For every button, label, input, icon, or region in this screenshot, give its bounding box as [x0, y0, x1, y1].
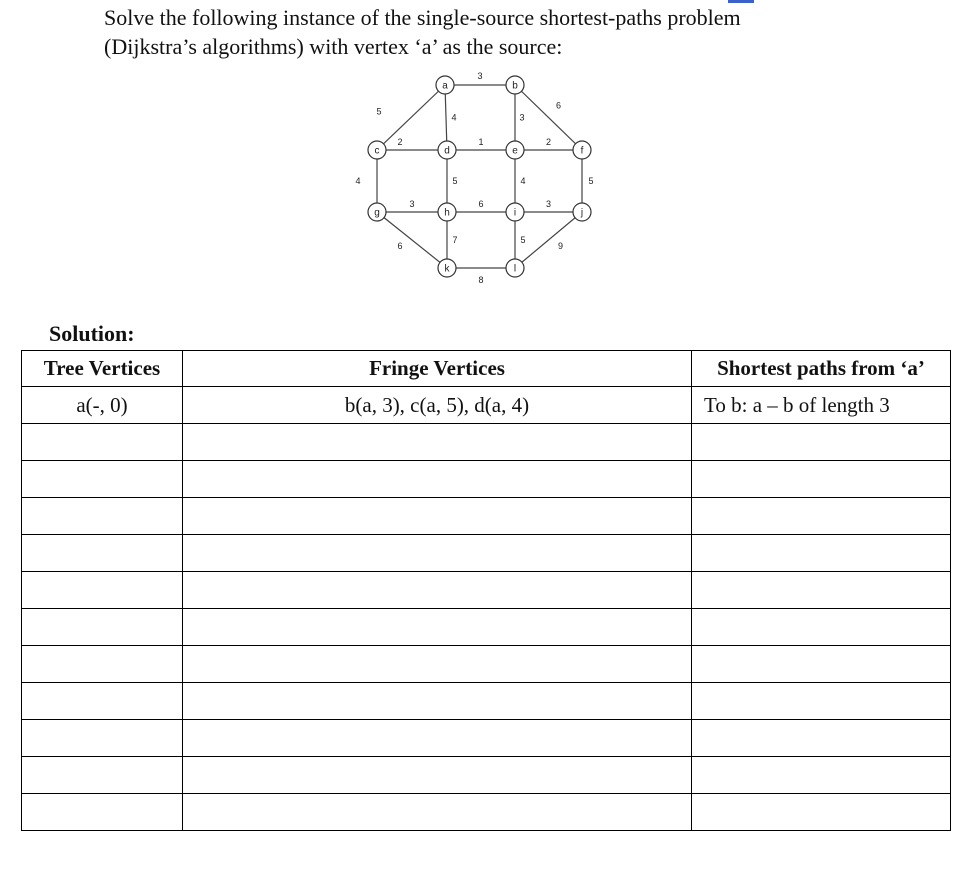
- problem-line-2: (Dijkstra’s algorithms) with vertex ‘a’ as the source:: [104, 34, 563, 59]
- solution-label: Solution:: [49, 321, 135, 346]
- vertex-label-f: f: [580, 145, 584, 157]
- table-header-row: [22, 351, 951, 387]
- edge-weight-c-g: 4: [355, 176, 361, 186]
- edge-weight-g-h: 3: [409, 199, 415, 209]
- tree-vertices-cell: [22, 720, 183, 757]
- shortest-path-cell: [692, 646, 951, 683]
- fringe-vertices-cell: [183, 498, 692, 535]
- vertex-label-l: l: [513, 263, 517, 275]
- edge-weight-a-d: 4: [451, 112, 457, 123]
- shortest-path-cell: [692, 794, 951, 831]
- vertex-label-h: h: [444, 207, 450, 219]
- tree-vertices-cell: [22, 498, 183, 535]
- shortest-path-cell: [692, 683, 951, 720]
- edge-weight-b-e: 3: [519, 112, 525, 123]
- edge-weight-d-h: 5: [452, 176, 458, 186]
- fringe-vertices-cell: [183, 461, 692, 498]
- edge-weight-g-k: 6: [397, 241, 403, 251]
- edge-weight-k-l: 8: [478, 275, 484, 285]
- fringe-vertices-cell: [183, 646, 692, 683]
- fringe-vertices-cell: [183, 720, 692, 757]
- vertex-label-d: d: [444, 145, 450, 157]
- table-row: [22, 794, 951, 831]
- table-row: [22, 572, 951, 609]
- shortest-path-cell: [692, 757, 951, 794]
- shortest-path-cell: [692, 720, 951, 757]
- tree-vertices-cell: a(-, 0): [22, 387, 183, 424]
- header-tree-vertices: Tree Vertices: [22, 351, 183, 387]
- vertex-label-g: g: [374, 207, 380, 219]
- shortest-path-cell: [692, 424, 951, 461]
- edge-weight-a-b: 3: [477, 71, 483, 81]
- fringe-vertices-cell: [183, 572, 692, 609]
- vertex-label-i: i: [513, 207, 517, 219]
- shortest-path-cell: [692, 461, 951, 498]
- table-row: [22, 535, 951, 572]
- header-shortest-paths: Shortest paths from ‘a’: [692, 351, 951, 387]
- table-row: [22, 498, 951, 535]
- vertex-label-a: a: [442, 80, 448, 92]
- edge-weight-i-j: 3: [545, 199, 552, 209]
- table-row: [22, 461, 951, 498]
- edge-weight-a-c: 5: [376, 106, 382, 117]
- problem-line-1: Solve the following instance of the single-source shortest-paths problem: [104, 5, 741, 30]
- header-fringe-vertices: Fringe Vertices: [183, 351, 692, 387]
- shortest-path-cell: [692, 609, 951, 646]
- vertex-label-c: c: [374, 145, 380, 157]
- shortest-path-cell: [692, 572, 951, 609]
- table-row: [22, 387, 951, 424]
- tree-vertices-cell: [22, 757, 183, 794]
- edge-weight-f-j: 5: [588, 176, 594, 186]
- vertex-label-k: k: [444, 263, 450, 275]
- table-row: [22, 424, 951, 461]
- tree-vertices-cell: [22, 572, 183, 609]
- table-row: [22, 609, 951, 646]
- tree-vertices-cell: [22, 535, 183, 572]
- vertex-label-j: j: [580, 207, 584, 219]
- edge-weight-i-l: 5: [520, 235, 526, 245]
- edge-a-c: [377, 85, 445, 150]
- fringe-vertices-cell: [183, 424, 692, 461]
- fringe-vertices-cell: [183, 683, 692, 720]
- vertex-label-b: b: [512, 80, 518, 92]
- tree-vertices-cell: [22, 424, 183, 461]
- edge-weight-b-f: 6: [555, 100, 562, 111]
- fringe-vertices-cell: [183, 757, 692, 794]
- table-row: [22, 683, 951, 720]
- tree-vertices-cell: [22, 794, 183, 831]
- problem-statement: [104, 3, 741, 61]
- tree-vertices-cell: [22, 461, 183, 498]
- tree-vertices-cell: [22, 609, 183, 646]
- edge-weight-j-l: 9: [557, 241, 564, 251]
- shortest-path-cell: To b: a – b of length 3: [692, 387, 951, 424]
- table-row: [22, 757, 951, 794]
- edge-a-d: [445, 85, 447, 150]
- solution-table: [21, 350, 951, 831]
- edge-weight-e-f: 2: [545, 137, 552, 147]
- shortest-path-cell: [692, 498, 951, 535]
- shortest-path-cell: [692, 535, 951, 572]
- fringe-vertices-cell: [183, 535, 692, 572]
- tree-vertices-cell: [22, 646, 183, 683]
- edge-weight-h-i: 6: [478, 199, 484, 209]
- fringe-vertices-cell: [183, 609, 692, 646]
- fringe-vertices-cell: b(a, 3), c(a, 5), d(a, 4): [183, 387, 692, 424]
- graph-diagram: [355, 65, 605, 285]
- tree-vertices-cell: [22, 683, 183, 720]
- edge-weight-h-k: 7: [452, 235, 458, 245]
- edge-g-k: [377, 212, 447, 268]
- table-row: [22, 646, 951, 683]
- table-row: [22, 720, 951, 757]
- edge-weight-e-i: 4: [520, 176, 526, 186]
- edge-weight-d-e: 1: [478, 137, 484, 147]
- vertex-label-e: e: [512, 145, 518, 157]
- edge-weight-c-d: 2: [397, 137, 403, 147]
- fringe-vertices-cell: [183, 794, 692, 831]
